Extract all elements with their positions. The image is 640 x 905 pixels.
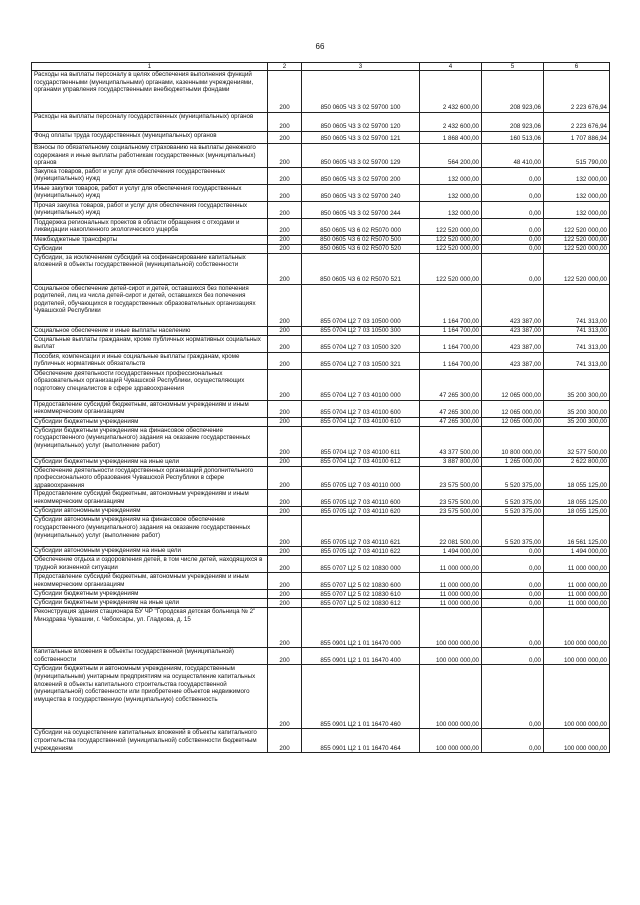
table-row: [32, 244, 610, 253]
row-grbs-cell: 200: [268, 547, 302, 556]
row-name-cell: Взносы по обязательному социальному страхованию на выплаты денежного содержания и иные выплаты работникам государственных (муниципальных) органов: [32, 144, 268, 168]
row-executed-cell: 160 513,06: [482, 132, 544, 144]
row-name-cell: Субсидии бюджетным учреждениям на финансовое обеспечение государственного (муниципального) задания на оказание государственных (муниципальных) услуг (выполнение работ): [32, 426, 268, 457]
row-name-cell: Реконструкция здания стационара БУ ЧР "Городская детская больница № 2" Минздрава Чувашии, г. Чебоксары, ул. Гладкова, д. 15: [32, 608, 268, 648]
row-code-cell: 850 0605 Ч3 3 02 59700 121: [302, 132, 420, 144]
row-name-cell: Предоставление субсидий бюджетным, автономным учреждениям и иным некоммерческим организациям: [32, 573, 268, 590]
row-grbs-cell: 200: [268, 426, 302, 457]
row-grbs-cell: 200: [268, 244, 302, 253]
row-name-cell: Субсидии бюджетным учреждениям на иные цели: [32, 599, 268, 608]
row-remainder-cell: 1 494 000,00: [544, 547, 610, 556]
row-executed-cell: 5 520 375,00: [482, 516, 544, 547]
row-grbs-cell: 200: [268, 665, 302, 729]
row-plan-cell: 564 200,00: [420, 144, 482, 168]
row-code-cell: 850 0605 Ч3 3 02 59700 120: [302, 113, 420, 132]
row-grbs-cell: 200: [268, 218, 302, 235]
row-remainder-cell: 2 223 676,94: [544, 71, 610, 113]
row-plan-cell: 1 868 400,00: [420, 132, 482, 144]
row-executed-cell: 1 265 000,00: [482, 457, 544, 466]
row-executed-cell: 0,00: [482, 599, 544, 608]
row-executed-cell: 48 410,00: [482, 144, 544, 168]
row-plan-cell: 23 575 500,00: [420, 490, 482, 507]
row-grbs-cell: 200: [268, 253, 302, 284]
row-plan-cell: 100 000 000,00: [420, 608, 482, 648]
row-executed-cell: 12 065 000,00: [482, 417, 544, 426]
row-executed-cell: 0,00: [482, 590, 544, 599]
row-plan-cell: 1 164 700,00: [420, 352, 482, 369]
row-plan-cell: 132 000,00: [420, 184, 482, 201]
row-code-cell: 855 0704 Ц2 7 03 40100 612: [302, 457, 420, 466]
row-executed-cell: 5 520 375,00: [482, 507, 544, 516]
budget-table: [31, 62, 610, 753]
row-plan-cell: 100 000 000,00: [420, 665, 482, 729]
row-remainder-cell: 741 313,00: [544, 335, 610, 352]
row-code-cell: 855 0704 Ц2 7 03 40100 000: [302, 369, 420, 400]
row-grbs-cell: 200: [268, 284, 302, 326]
row-executed-cell: 5 520 375,00: [482, 490, 544, 507]
row-name-cell: Субсидии бюджетным и автономным учреждениям, государственным (муниципальным) унитарным предприятиям на осуществление капитальных вложений в объекты капитального строительства государственной (муниципальной) собственности или приобретение объектов недвижимого имущества в государственную (муниципальную) собственность: [32, 665, 268, 729]
row-executed-cell: 0,00: [482, 729, 544, 753]
row-executed-cell: 423 387,00: [482, 284, 544, 326]
column-header: 3: [302, 63, 420, 71]
table-row: [32, 417, 610, 426]
row-plan-cell: 122 520 000,00: [420, 253, 482, 284]
row-plan-cell: 23 575 500,00: [420, 466, 482, 490]
row-grbs-cell: 200: [268, 369, 302, 400]
row-name-cell: Обеспечение отдыха и оздоровления детей, в том числе детей, находящихся в трудной жизненной ситуации: [32, 556, 268, 573]
column-header: 4: [420, 63, 482, 71]
row-grbs-cell: 200: [268, 352, 302, 369]
row-remainder-cell: 11 000 000,00: [544, 573, 610, 590]
page-number: 66: [315, 42, 325, 51]
table-row: [32, 547, 610, 556]
row-name-cell: Расходы на выплаты персоналу в целях обеспечения выполнения функций государственными (муниципальными) органами, казенными учреждениями, органами управления государственными внебюджетными фондами: [32, 71, 268, 113]
row-name-cell: Субсидии бюджетным учреждениям на иные цели: [32, 457, 268, 466]
row-grbs-cell: 200: [268, 326, 302, 335]
row-executed-cell: 0,00: [482, 244, 544, 253]
column-header: 6: [544, 63, 610, 71]
row-remainder-cell: 18 055 125,00: [544, 490, 610, 507]
row-executed-cell: 0,00: [482, 218, 544, 235]
table-row: [32, 729, 610, 753]
row-code-cell: 855 0707 Ц2 5 02 10830 612: [302, 599, 420, 608]
table-row: [32, 648, 610, 665]
row-code-cell: 855 0705 Ц2 7 03 40110 622: [302, 547, 420, 556]
row-remainder-cell: 16 561 125,00: [544, 516, 610, 547]
row-code-cell: 855 0901 Ц2 1 01 16470 400: [302, 648, 420, 665]
row-remainder-cell: 132 000,00: [544, 201, 610, 218]
row-plan-cell: 2 432 600,00: [420, 113, 482, 132]
column-header: 2: [268, 63, 302, 71]
row-plan-cell: 1 494 000,00: [420, 547, 482, 556]
row-executed-cell: 5 520 375,00: [482, 466, 544, 490]
row-remainder-cell: 11 000 000,00: [544, 556, 610, 573]
row-code-cell: 855 0704 Ц2 7 03 40100 610: [302, 417, 420, 426]
row-name-cell: Иные закупки товаров, работ и услуг для обеспечения государственных (муниципальных) нужд: [32, 184, 268, 201]
row-remainder-cell: 11 000 000,00: [544, 590, 610, 599]
table-row: [32, 253, 610, 284]
row-name-cell: Субсидии, за исключением субсидий на софинансирование капитальных вложений в объекты государственной (муниципальной) собственности: [32, 253, 268, 284]
row-executed-cell: 0,00: [482, 665, 544, 729]
row-name-cell: Субсидии бюджетным учреждениям: [32, 417, 268, 426]
row-plan-cell: 11 000 000,00: [420, 556, 482, 573]
row-executed-cell: 0,00: [482, 253, 544, 284]
row-code-cell: 855 0901 Ц2 1 01 16470 460: [302, 665, 420, 729]
row-executed-cell: 423 387,00: [482, 326, 544, 335]
row-remainder-cell: 32 577 500,00: [544, 426, 610, 457]
row-grbs-cell: 200: [268, 201, 302, 218]
row-remainder-cell: 2 622 800,00: [544, 457, 610, 466]
row-plan-cell: 122 520 000,00: [420, 218, 482, 235]
row-remainder-cell: 18 055 125,00: [544, 507, 610, 516]
row-remainder-cell: 100 000 000,00: [544, 729, 610, 753]
row-name-cell: Субсидии на осуществление капитальных вложений в объекты капитального строительства государственной (муниципальной) собственности бюджетным учреждениям: [32, 729, 268, 753]
row-grbs-cell: 200: [268, 184, 302, 201]
row-executed-cell: 423 387,00: [482, 335, 544, 352]
table-row: [32, 113, 610, 132]
row-executed-cell: 0,00: [482, 167, 544, 184]
row-code-cell: 850 0605 Ч3 6 02 R5070 521: [302, 253, 420, 284]
row-code-cell: 850 0605 Ч3 6 02 R5070 520: [302, 244, 420, 253]
row-code-cell: 855 0707 Ц2 5 02 10830 610: [302, 590, 420, 599]
row-name-cell: Субсидии бюджетным учреждениям: [32, 590, 268, 599]
row-name-cell: Социальное обеспечение и иные выплаты населению: [32, 326, 268, 335]
row-code-cell: 850 0605 Ч3 3 02 59700 129: [302, 144, 420, 168]
table-row: [32, 167, 610, 184]
row-plan-cell: 11 000 000,00: [420, 590, 482, 599]
row-executed-cell: 0,00: [482, 235, 544, 244]
table-row: [32, 400, 610, 417]
row-grbs-cell: 200: [268, 417, 302, 426]
table-row: [32, 516, 610, 547]
table-row: [32, 457, 610, 466]
row-executed-cell: 12 065 000,00: [482, 400, 544, 417]
row-code-cell: 850 0605 Ч3 6 02 R5070 000: [302, 218, 420, 235]
row-remainder-cell: 132 000,00: [544, 184, 610, 201]
row-executed-cell: 0,00: [482, 608, 544, 648]
row-code-cell: 855 0704 Ц2 7 03 10500 300: [302, 326, 420, 335]
row-executed-cell: 0,00: [482, 184, 544, 201]
row-code-cell: 855 0704 Ц2 7 03 10500 320: [302, 335, 420, 352]
row-executed-cell: 208 923,06: [482, 113, 544, 132]
row-remainder-cell: 100 000 000,00: [544, 648, 610, 665]
table-row: [32, 335, 610, 352]
table-row: [32, 284, 610, 326]
row-code-cell: 855 0707 Ц2 5 02 10830 600: [302, 573, 420, 590]
row-plan-cell: 11 000 000,00: [420, 573, 482, 590]
row-executed-cell: 0,00: [482, 573, 544, 590]
row-code-cell: 855 0705 Ц2 7 03 40110 621: [302, 516, 420, 547]
row-executed-cell: 10 800 000,00: [482, 426, 544, 457]
table-row: [32, 132, 610, 144]
row-remainder-cell: 100 000 000,00: [544, 608, 610, 648]
row-name-cell: Предоставление субсидий бюджетным, автономным учреждениям и иным некоммерческим организациям: [32, 490, 268, 507]
row-name-cell: Субсидии автономным учреждениям на иные цели: [32, 547, 268, 556]
row-executed-cell: 0,00: [482, 648, 544, 665]
table-row: [32, 665, 610, 729]
row-code-cell: 855 0901 Ц2 1 01 16470 000: [302, 608, 420, 648]
row-code-cell: 850 0605 Ч3 3 02 59700 200: [302, 167, 420, 184]
row-plan-cell: 122 520 000,00: [420, 244, 482, 253]
row-plan-cell: 100 000 000,00: [420, 648, 482, 665]
row-name-cell: Обеспечение деятельности государственных профессиональных образовательных организаций Чувашской Республики, осуществляющих подготовку специалистов в сфере здравоохранения: [32, 369, 268, 400]
row-plan-cell: 1 164 700,00: [420, 335, 482, 352]
row-plan-cell: 2 432 600,00: [420, 71, 482, 113]
row-grbs-cell: 200: [268, 490, 302, 507]
row-remainder-cell: 741 313,00: [544, 352, 610, 369]
row-name-cell: Социальное обеспечение детей-сирот и детей, оставшихся без попечения родителей, лиц из числа детей-сирот и детей, оставшихся без попечения родителей, обучающихся в государственных образовательных организациях Чувашской Республики: [32, 284, 268, 326]
row-grbs-cell: 200: [268, 132, 302, 144]
row-grbs-cell: 200: [268, 71, 302, 113]
row-name-cell: Социальные выплаты гражданам, кроме публичных нормативных социальных выплат: [32, 335, 268, 352]
row-executed-cell: 0,00: [482, 547, 544, 556]
row-remainder-cell: 2 223 676,94: [544, 113, 610, 132]
row-plan-cell: 100 000 000,00: [420, 729, 482, 753]
row-grbs-cell: 200: [268, 466, 302, 490]
table-row: [32, 608, 610, 648]
table-row: [32, 184, 610, 201]
table-row: [32, 590, 610, 599]
table-row: [32, 71, 610, 113]
row-grbs-cell: 200: [268, 729, 302, 753]
row-code-cell: 855 0705 Ц2 7 03 40110 620: [302, 507, 420, 516]
column-number-row: [32, 63, 610, 71]
row-grbs-cell: 200: [268, 590, 302, 599]
row-plan-cell: 47 265 300,00: [420, 369, 482, 400]
row-remainder-cell: 35 200 300,00: [544, 400, 610, 417]
row-code-cell: 850 0605 Ч3 3 02 59700 244: [302, 201, 420, 218]
row-remainder-cell: 11 000 000,00: [544, 599, 610, 608]
row-grbs-cell: 200: [268, 516, 302, 547]
table-row: [32, 556, 610, 573]
table-body: [32, 71, 610, 753]
row-grbs-cell: 200: [268, 144, 302, 168]
row-code-cell: 855 0705 Ц2 7 03 40110 000: [302, 466, 420, 490]
row-code-cell: 855 0704 Ц2 7 03 40100 600: [302, 400, 420, 417]
table-row: [32, 326, 610, 335]
row-grbs-cell: 200: [268, 113, 302, 132]
row-grbs-cell: 200: [268, 648, 302, 665]
row-grbs-cell: 200: [268, 335, 302, 352]
column-header: 1: [32, 63, 268, 71]
row-plan-cell: 47 265 300,00: [420, 400, 482, 417]
row-remainder-cell: 132 000,00: [544, 167, 610, 184]
row-name-cell: Субсидии автономным учреждениям: [32, 507, 268, 516]
row-plan-cell: 43 377 500,00: [420, 426, 482, 457]
row-code-cell: 855 0704 Ц2 7 03 10500 000: [302, 284, 420, 326]
row-remainder-cell: 35 200 300,00: [544, 369, 610, 400]
table-row: [32, 218, 610, 235]
row-grbs-cell: 200: [268, 507, 302, 516]
table-row: [32, 599, 610, 608]
row-code-cell: 855 0707 Ц2 5 02 10830 000: [302, 556, 420, 573]
row-plan-cell: 3 887 800,00: [420, 457, 482, 466]
table-row: [32, 235, 610, 244]
row-plan-cell: 11 000 000,00: [420, 599, 482, 608]
row-remainder-cell: 1 707 886,94: [544, 132, 610, 144]
row-code-cell: 855 0901 Ц2 1 01 16470 464: [302, 729, 420, 753]
row-code-cell: 850 0605 Ч3 3 02 59700 100: [302, 71, 420, 113]
row-name-cell: Закупка товаров, работ и услуг для обеспечения государственных (муниципальных) нужд: [32, 167, 268, 184]
row-name-cell: Пособия, компенсации и иные социальные выплаты гражданам, кроме публичных нормативных обязательств: [32, 352, 268, 369]
row-name-cell: Предоставление субсидий бюджетным, автономным учреждениям и иным некоммерческим организациям: [32, 400, 268, 417]
row-code-cell: 855 0704 Ц2 7 03 10500 321: [302, 352, 420, 369]
row-grbs-cell: 200: [268, 235, 302, 244]
table-row: [32, 352, 610, 369]
row-name-cell: Капитальные вложения в объекты государственной (муниципальной) собственности: [32, 648, 268, 665]
row-remainder-cell: 122 520 000,00: [544, 244, 610, 253]
row-remainder-cell: 515 790,00: [544, 144, 610, 168]
row-code-cell: 855 0704 Ц2 7 03 40100 611: [302, 426, 420, 457]
row-grbs-cell: 200: [268, 400, 302, 417]
row-name-cell: Прочая закупка товаров, работ и услуг для обеспечения государственных (муниципальных) нужд: [32, 201, 268, 218]
row-remainder-cell: 122 520 000,00: [544, 235, 610, 244]
row-code-cell: 850 0605 Ч3 6 02 R5070 500: [302, 235, 420, 244]
row-remainder-cell: 122 520 000,00: [544, 253, 610, 284]
table-row: [32, 369, 610, 400]
row-plan-cell: 122 520 000,00: [420, 235, 482, 244]
row-executed-cell: 0,00: [482, 556, 544, 573]
row-plan-cell: 1 164 700,00: [420, 284, 482, 326]
table-row: [32, 466, 610, 490]
row-name-cell: Фонд оплаты труда государственных (муниципальных) органов: [32, 132, 268, 144]
row-remainder-cell: 100 000 000,00: [544, 665, 610, 729]
row-executed-cell: 423 387,00: [482, 352, 544, 369]
table-row: [32, 507, 610, 516]
row-plan-cell: 23 575 500,00: [420, 507, 482, 516]
table-row: [32, 201, 610, 218]
row-code-cell: 855 0705 Ц2 7 03 40110 600: [302, 490, 420, 507]
row-executed-cell: 12 065 000,00: [482, 369, 544, 400]
row-executed-cell: 208 923,06: [482, 71, 544, 113]
row-name-cell: Обеспечение деятельности государственных организаций дополнительного профессионального образования Чувашской Республики в сфере здравоохранения: [32, 466, 268, 490]
row-executed-cell: 0,00: [482, 201, 544, 218]
row-grbs-cell: 200: [268, 573, 302, 590]
row-remainder-cell: 741 313,00: [544, 326, 610, 335]
row-plan-cell: 132 000,00: [420, 201, 482, 218]
row-remainder-cell: 35 200 300,00: [544, 417, 610, 426]
row-name-cell: Субсидии: [32, 244, 268, 253]
table-row: [32, 426, 610, 457]
table-row: [32, 144, 610, 168]
row-code-cell: 850 0605 Ч3 3 02 59700 240: [302, 184, 420, 201]
table-row: [32, 490, 610, 507]
row-plan-cell: 1 164 700,00: [420, 326, 482, 335]
row-grbs-cell: 200: [268, 167, 302, 184]
column-header: 5: [482, 63, 544, 71]
row-plan-cell: 22 081 500,00: [420, 516, 482, 547]
row-grbs-cell: 200: [268, 599, 302, 608]
row-grbs-cell: 200: [268, 556, 302, 573]
row-name-cell: Расходы на выплаты персоналу государственных (муниципальных) органов: [32, 113, 268, 132]
row-remainder-cell: 741 313,00: [544, 284, 610, 326]
row-remainder-cell: 122 520 000,00: [544, 218, 610, 235]
row-grbs-cell: 200: [268, 608, 302, 648]
row-name-cell: Субсидии автономным учреждениям на финансовое обеспечение государственного (муниципального) задания на оказание государственных (муниципальных) услуг (выполнение работ): [32, 516, 268, 547]
row-name-cell: Межбюджетные трансферты: [32, 235, 268, 244]
table-row: [32, 573, 610, 590]
row-remainder-cell: 18 055 125,00: [544, 466, 610, 490]
row-grbs-cell: 200: [268, 457, 302, 466]
row-name-cell: Поддержка региональных проектов в области обращения с отходами и ликвидации накопленного экологического ущерба: [32, 218, 268, 235]
row-plan-cell: 132 000,00: [420, 167, 482, 184]
row-plan-cell: 47 265 300,00: [420, 417, 482, 426]
